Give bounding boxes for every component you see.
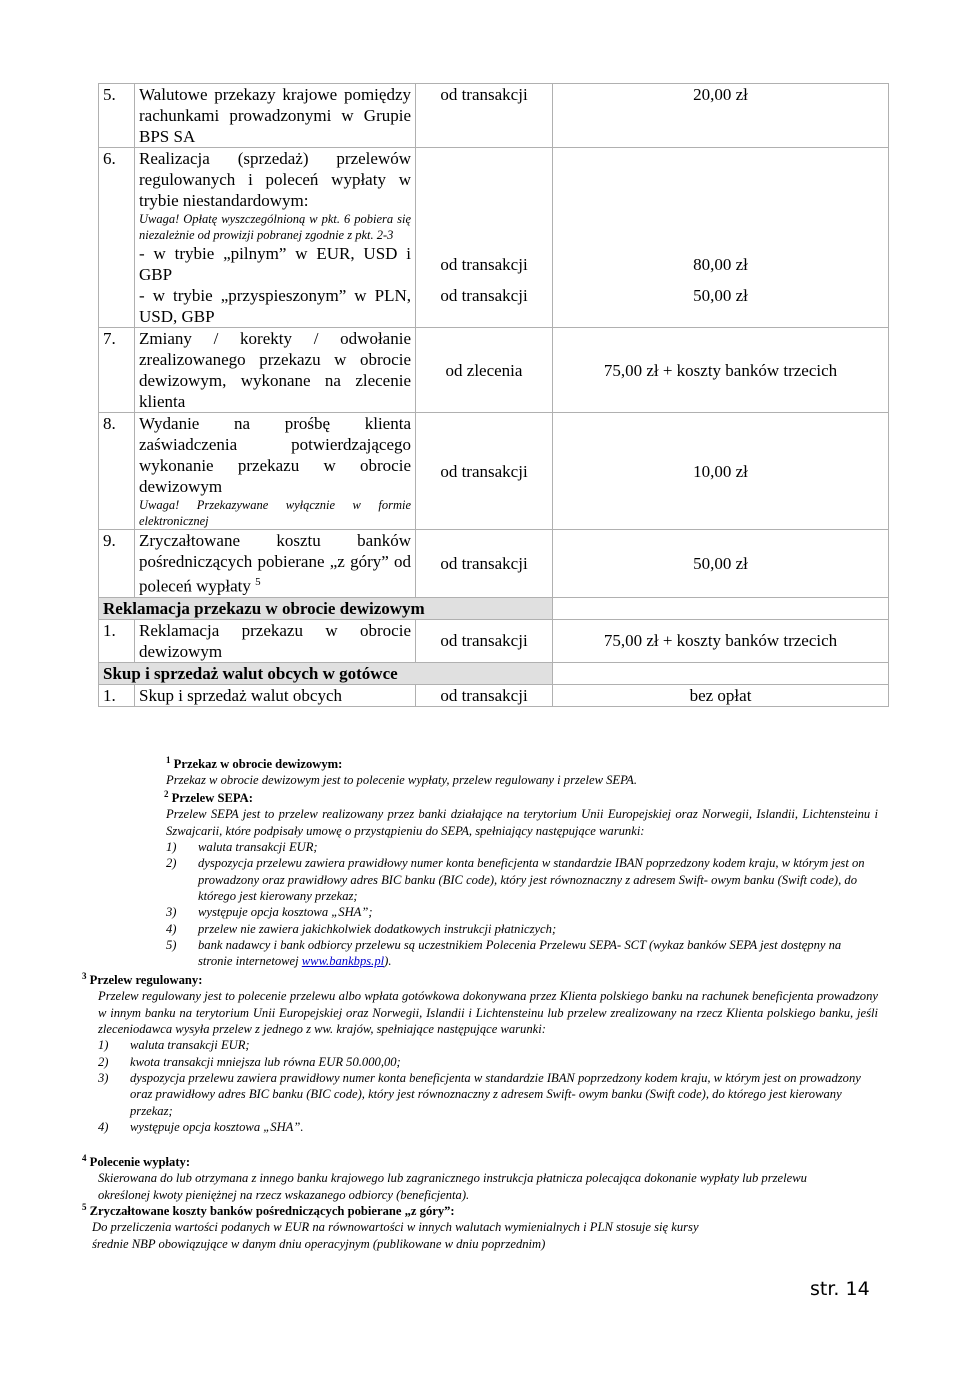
bankbps-link[interactable]: www.bankbps.pl [301, 954, 385, 969]
section-title: Reklamacja przekazu w obrocie dewizowym [99, 597, 553, 619]
table-row [99, 619, 889, 662]
row-fee: 20,00 zł [553, 84, 889, 148]
footnote-text: Przelew regulowany jest to polecenie przelewu albo wpłata gotówkowa dokonywana przez Klienta polskiego banku na rachunek beneficjenta prowadzony w innym banku na terytorium Unii Europejskiej oraz Norwegii, Islandii i Lichtensteinu lub przelew zrealizowany na rzecz Klienta polskiego banku, jeśli zleceniodawca wysyła przelew z jednego z ww. krajów, spełniające następujące warunki: [98, 989, 878, 1037]
row-number: 1. [99, 619, 135, 662]
footnote-5: $^5$ Zryczałtowane koszty banków pośredniczących pobierane „z góry”: Do przeliczenia wartości podanych w EUR na równowartości w innych walutach wymienialnych i PLN stosuje się kursy średnie NBP obowiązujące w danym dniu operacyjnym (publikowane w dniu poprzednim) [82, 1199, 878, 1252]
row-description: Zmiany / korekty / odwołanie zrealizowanego przekazu w obrocie dewizowym, wykonane na zlecenie klienta [135, 328, 416, 413]
row-description: - w trybie „przyspieszonym” w PLN, USD, GBP [135, 285, 416, 328]
row-unit: od zlecenia [416, 328, 553, 413]
row-description: - w trybie „pilnym” w EUR, USD i GBP [135, 243, 416, 285]
footnote-3: $^3$ Przelew regulowany: Przelew regulowany jest to polecenie przelewu albo wpłata gotówkowa dokonywana przez Klienta polskiego banku na rachunek beneficjenta prowadzony w innym banku na terytorium Unii Europejskiej oraz Norwegii, Islandii i Lichtensteinu lub przelew zrealizowany na rzecz Klienta polskiego banku, jeśli zleceniodawca wysyła przelew z jednego z ww. krajów, spełniające następujące warunki: 1) waluta transakcji EUR; 2) kwota transakcji mniejsza lub równa EUR 50.000,00; 3) dyspozycja przelewu zawiera prawidłowy numer konta beneficjenta w standardzie IBAN poprzedzony kodem kraju, w którym jest on prowadzony oraz prawidłowy adres BIC banku (BIC code), który jest równoznaczny z adresem Swift- owym banku (Swift code), do którego jest kierowany przekaz; 4) występuje opcja kosztowa „SHA”. [82, 971, 878, 1134]
row-fee: bez opłat [553, 684, 889, 706]
row-fee: 50,00 zł [553, 530, 889, 598]
row-description: Wydanie na prośbę klienta zaświadczenia potwierdzającego wykonanie przekazu w obrocie dewizowym [139, 414, 411, 496]
footnote-1: $^1$ Przekaz w obrocie dewizowym: Przekaz w obrocie dewizowym jest to polecenie wypłaty, przelew regulowany i przelew SEPA. [166, 752, 878, 789]
row-description: Skup i sprzedaż walut obcych [135, 684, 416, 706]
table-row [99, 285, 889, 328]
footnote-list [82, 1037, 878, 1135]
footnote-text: Skierowana do lub otrzymana z innego banku krajowego lub zagranicznego instrukcja płatnicza polecająca dokonanie wypłaty lub przelewu określonej kwoty pieniężnej na rzecz wskazanego odbiorcy (beneficjenta). [98, 1171, 807, 1202]
list-item: 3) występuje opcja kosztowa „SHA”; [166, 905, 373, 920]
row-number: 6. [99, 148, 135, 244]
row-unit: od transakcji [416, 619, 553, 662]
list-item: 2) kwota transakcji mniejsza lub równa EUR 50.000,00; [98, 1054, 401, 1069]
row-unit: od transakcji [416, 413, 553, 530]
row-number: 8. [99, 413, 135, 530]
table-row [99, 413, 889, 530]
row-description: Walutowe przekazy krajowe pomiędzy rachunkami prowadzonymi w Grupie BPS SA [135, 84, 416, 148]
table-row [99, 530, 889, 598]
row-unit: od transakcji [416, 285, 553, 328]
list-item: 4) występuje opcja kosztowa „SHA”. [98, 1119, 304, 1134]
table-row [99, 328, 889, 413]
footnote-4: $^4$ Polecenie wypłaty: Skierowana do lub otrzymana z innego banku krajowego lub zagranicznego instrukcja płatnicza polecająca dokonanie wypłaty lub przelewu określonej kwoty pieniężnej na rzecz wskazanego odbiorcy (beneficjenta). [82, 1150, 878, 1203]
row-fee: 10,00 zł [553, 413, 889, 530]
row-description: Zryczałtowane kosztu banków pośredniczących pobierane „z góry” od poleceń wypłaty [139, 531, 411, 596]
row-unit: od transakcji [416, 684, 553, 706]
row-unit: od transakcji [416, 84, 553, 148]
row-fee: 75,00 zł + koszty banków trzecich [553, 328, 889, 413]
table-row [99, 148, 889, 244]
list-item: 4) przelew nie zawiera jakichkolwiek dodatkowych instrukcji płatniczych; [166, 921, 557, 936]
row-unit: od transakcji [416, 530, 553, 598]
page-number: str. 14 [810, 1278, 870, 1300]
section-header [99, 662, 889, 684]
footnote-list [166, 839, 878, 969]
footnote-text: Przekaz w obrocie dewizowym jest to polecenie wypłaty, przelew regulowany i przelew SEPA. [166, 773, 638, 788]
row-description: Realizacja (sprzedaż) przelewów regulowanych i poleceń wypłaty w trybie niestandardowym: [139, 149, 411, 210]
row-number: 7. [99, 328, 135, 413]
row-unit: od transakcji [416, 243, 553, 285]
list-item: 5) bank nadawcy i bank odbiorcy przelewu są uczestnikiem Polecenia Przelewu SEPA- SCT (wykaz banków SEPA jest dostępny na stronie internetowej www.bankbps.pl). [166, 937, 842, 969]
row-fee: 80,00 zł [553, 243, 889, 285]
footnote-text: Przelew SEPA jest to przelew realizowany przez banki działające na terytorium Unii Europejskiej oraz Norwegii, Islandii, Lichtensteinu i Szwajcarii, które podpisały umowę o przystąpieniu do SEPA, spełniający następujące warunki: [166, 807, 878, 838]
row-note: Uwaga! Opłatę wyszczególnioną w pkt. 6 pobiera się niezależnie od prowizji pobranej zgodnie z pkt. 2-3 [139, 212, 411, 242]
footnote-2: $^2$ Przelew SEPA: Przelew SEPA jest to przelew realizowany przez banki działające na terytorium Unii Europejskiej oraz Norwegii, Islandii, Lichtensteinu i Szwajcarii, które podpisały umowę o przystąpieniu do SEPA, spełniający następujące warunki: 1) waluta transakcji EUR; 2) dyspozycja przelewu zawiera prawidłowy numer konta beneficjenta w standardzie IBAN poprzedzony kodem kraju, w którym jest on prowadzony oraz prawidłowy adres BIC banku (BIC code), który jest równoznaczny z adresem Swift- owym banku (Swift code), do którego jest kierowany przekaz; 3) występuje opcja kosztowa „SHA”; 4) przelew nie zawiera jakichkolwiek dodatkowych instrukcji płatniczych; 5) bank nadawcy i bank odbiorcy przelewu są uczestnikiem Polecenia Przelewu SEPA- SCT (wykaz banków SEPA jest dostępny na stronie internetowej www.bankbps.pl). [164, 789, 878, 969]
row-number: 9. [99, 530, 135, 598]
footnote-text: Do przeliczenia wartości podanych w EUR na równowartości w innych walutach wymienialnych i PLN stosuje się kursy średnie NBP obowiązujące w danym dniu operacyjnym (publikowane w dniu poprzednim) [92, 1220, 699, 1251]
table-row [99, 243, 889, 285]
table-row [99, 684, 889, 706]
row-fee: 75,00 zł + koszty banków trzecich [553, 619, 889, 662]
section-header [99, 597, 889, 619]
list-item: 1) waluta transakcji EUR; [98, 1038, 250, 1053]
footnote-ref: 5 [255, 576, 261, 588]
table-row [99, 84, 889, 148]
section-title: Skup i sprzedaż walut obcych w gotówce [99, 662, 553, 684]
list-item: 1) waluta transakcji EUR; [166, 840, 318, 855]
list-item: 2) dyspozycja przelewu zawiera prawidłowy numer konta beneficjenta w standardzie IBAN poprzedzony kodem kraju, w którym jest on prowadzony oraz prawidłowy adres BIC banku (BIC code), który jest równoznaczny z adresem Swift- owym banku (Swift code), do którego jest kierowany przekaz; [166, 856, 865, 903]
row-note: Uwaga! Przekazywane wyłącznie w formie elektronicznej [139, 498, 411, 528]
list-item: 3) dyspozycja przelewu zawiera prawidłowy numer konta beneficjenta w standardzie IBAN poprzedzony kodem kraju, w którym jest on prowadzony oraz prawidłowy adres BIC banku (BIC code), który jest równoznaczny z adresem Swift- owym banku (Swift code), do którego jest kierowany przekaz; [98, 1070, 861, 1118]
row-description: Reklamacja przekazu w obrocie dewizowym [135, 619, 416, 662]
fee-table [98, 83, 889, 707]
row-number: 1. [99, 684, 135, 706]
row-fee: 50,00 zł [553, 285, 889, 328]
row-number: 5. [99, 84, 135, 148]
